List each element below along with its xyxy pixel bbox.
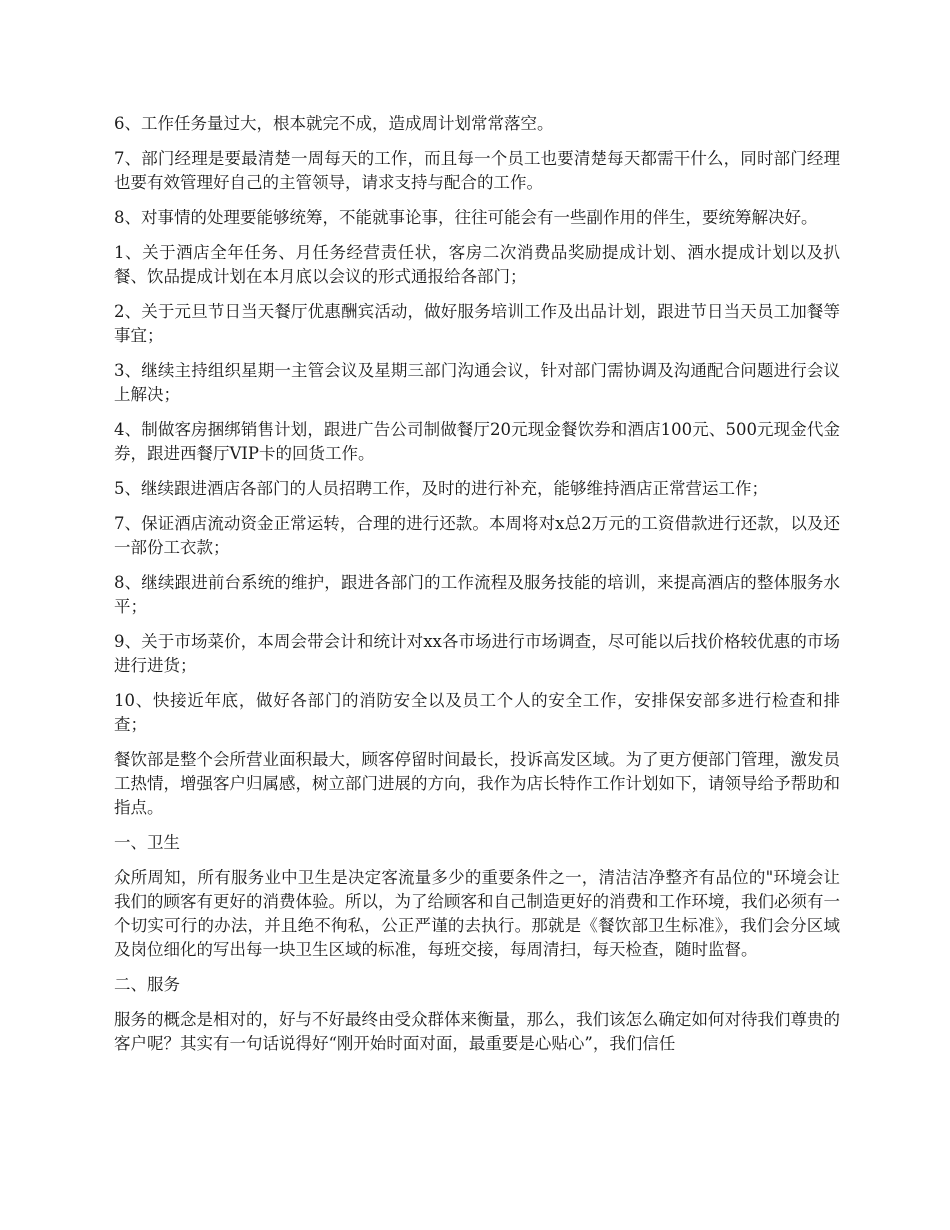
paragraph: 8、继续跟进前台系统的维护，跟进各部门的工作流程及服务技能的培训，来提高酒店的整体服务水平；	[114, 573, 840, 616]
paragraph: 7、部门经理是要最清楚一周每天的工作，而且每一个员工也要清楚每天都需干什么，同时部门经理也要有效管理好自己的主管领导，请求支持与配合的工作。	[114, 149, 840, 192]
paragraph: 2、关于元旦节日当天餐厅优惠酬宾活动，做好服务培训工作及出品计划，跟进节日当天员工加餐等事宜；	[114, 302, 840, 345]
paragraph: 1、关于酒店全年任务、月任务经营责任状，客房二次消费品奖励提成计划、酒水提成计划以及扒餐、饮品提成计划在本月底以会议的形式通报给各部门；	[114, 243, 840, 286]
paragraph: 餐饮部是整个会所营业面积最大，顾客停留时间最长，投诉高发区域。为了更方便部门管理，激发员工热情，增强客户归属感，树立部门进展的方向，我作为店长特作工作计划如下，请领导给予帮助和指点。	[114, 750, 840, 817]
paragraph: 8、对事情的处理要能够统筹，不能就事论事，往往可能会有一些副作用的伴生，要统筹解决好。	[114, 208, 818, 227]
paragraph: 众所周知，所有服务业中卫生是决定客流量多少的重要条件之一，清洁洁净整齐有品位的"环境会让我们的顾客有更好的消费体验。所以，为了给顾客和自己制造更好的消费和工作环境，我们必须有一个切实可行的办法，并且绝不徇私，公正严谨的去执行。那就是《餐饮部卫生标准》，我们会分区域及岗位细化的写出每一块卫生区域的标准，每班交接，每周清扫，每天检查，随时监督。	[114, 868, 840, 959]
section-heading: 一、卫生	[114, 833, 180, 852]
paragraph: 7、保证酒店流动资金正常运转，合理的进行还款。本周将对x总2万元的工资借款进行还款，以及还一部份工衣款；	[114, 514, 840, 557]
paragraph: 服务的概念是相对的，好与不好最终由受众群体来衡量，那么，我们该怎么确定如何对待我们尊贵的客户呢？其实有一句话说得好“刚开始时面对面，最重要是心贴心”，我们信任	[114, 1010, 840, 1053]
paragraph: 4、制做客房捆绑销售计划，跟进广告公司制做餐厅20元现金餐饮券和酒店100元、500元现金代金券，跟进西餐厅VIP卡的回货工作。	[114, 420, 840, 463]
paragraph: 3、继续主持组织星期一主管会议及星期三部门沟通会议，针对部门需协调及沟通配合问题进行会议上解决；	[114, 361, 840, 404]
paragraph: 10、快接近年底，做好各部门的消防安全以及员工个人的安全工作，安排保安部多进行检查和排查；	[114, 691, 840, 734]
section-heading: 二、服务	[114, 975, 180, 994]
paragraph: 5、继续跟进酒店各部门的人员招聘工作，及时的进行补充，能够维持酒店正常营运工作；	[114, 479, 768, 498]
paragraph: 9、关于市场菜价，本周会带会计和统计对xx各市场进行市场调查，尽可能以后找价格较优惠的市场进行进货；	[114, 632, 840, 675]
document-body	[114, 112, 840, 1067]
paragraph: 6、工作任务量过大，根本就完不成，造成周计划常常落空。	[114, 114, 554, 133]
